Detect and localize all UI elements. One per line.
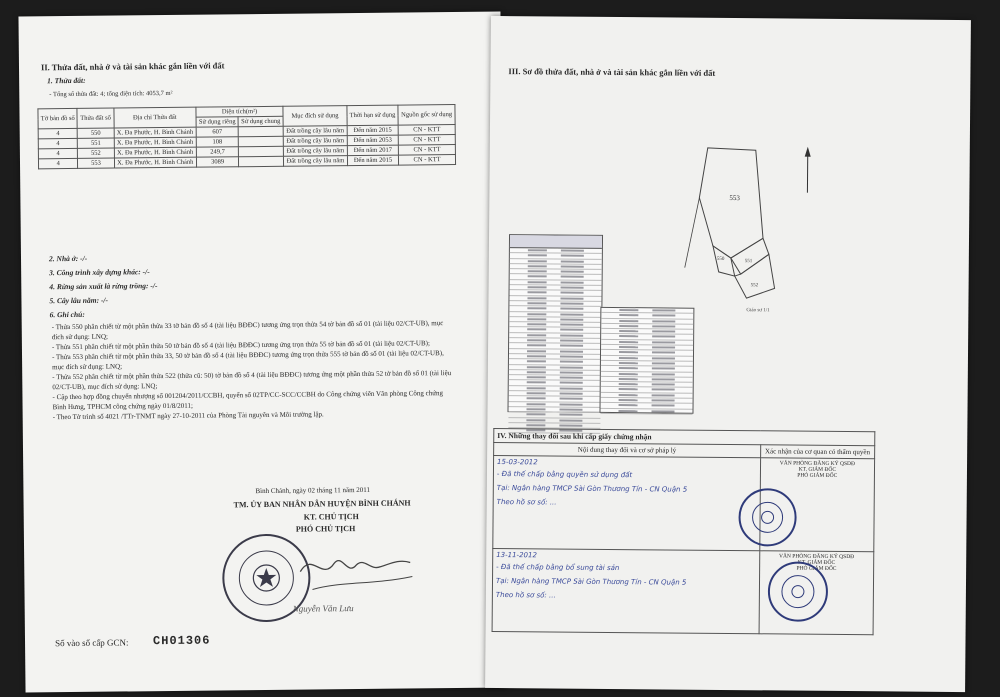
cell-shared <box>238 126 283 136</box>
cell-purpose: Đất trồng cây lâu năm <box>284 156 348 167</box>
cell-origin: CN - KTT <box>398 134 455 145</box>
house-item: 2. Nhà ở: -/- <box>48 253 88 264</box>
seal-icon <box>779 573 815 609</box>
changes-table <box>492 428 876 635</box>
cell-map: 4 <box>38 158 78 168</box>
cell-origin: CN - KTT <box>398 124 455 135</box>
col-header: Diện tích(m²) <box>196 106 283 117</box>
entry-line: Tại: Ngân hàng TMCP Sài Gòn Thương Tín - CN Quận 5 <box>495 576 687 587</box>
certificate-left-page <box>18 11 507 692</box>
cell-purpose: Đất trồng cây lâu năm <box>283 146 347 157</box>
office-title: PHÓ GIÁM ĐỐC <box>796 565 837 572</box>
entry-line: Theo hồ sơ số: ... <box>495 590 556 600</box>
cell-purpose: Đất trồng cây lâu năm <box>283 136 347 147</box>
cell-term: Đến năm 2015 <box>347 155 399 166</box>
col-header: Thời hạn sử dụng <box>347 105 399 126</box>
entry-line: - Đã thế chấp bằng quyền sử dụng đất <box>496 469 633 480</box>
land-table <box>37 104 456 169</box>
signer-name: Nguyễn Văn Lưu <box>292 603 354 614</box>
section-iii-title: III. Sơ đồ thửa đất, nhà ở và tài sản khác gắn liền với đất <box>508 66 716 78</box>
cell-term: Đến năm 2053 <box>347 135 399 146</box>
note-item: - Thửa 553 phân chiết từ một phần thửa 33, 50 tờ bản đồ số 4 (tài liệu BĐĐC) tương ứng trọn thửa 555 tờ bản đồ số 01 (tài liệu 02/CT-UB), mục đích sử dụng: LNQ; <box>52 349 444 372</box>
entry-date: 13-11-2012 <box>496 550 537 560</box>
cell-parcel: 553 <box>78 158 114 168</box>
signature-scribble <box>292 540 423 601</box>
note-item: - Thửa 551 phân chiết từ một phần thửa 50 tờ bản đồ số 4 (tài liệu BĐĐC) tương ứng trọn thửa 55 tờ bản đồ số 01 (tài liệu 02/CT-UB); <box>51 339 430 352</box>
coordinate-table-1 <box>507 234 603 413</box>
cell-area: 607 <box>196 127 238 137</box>
entry-line: Tại: Ngân hàng TMCP Sài Gòn Thương Tín - CN Quận 5 <box>496 483 688 494</box>
construction-item: 3. Công trình xây dựng khác: -/- <box>49 267 150 278</box>
col-header: Nội dung thay đổi và cơ sở pháp lý <box>494 442 761 457</box>
cell-address: X. Đa Phước, H. Bình Chánh <box>114 147 196 158</box>
cell-area: 249,7 <box>196 147 238 157</box>
cell-origin: CN - KTT <box>399 154 456 165</box>
note-item: - Theo Tờ trình số 4021 /TTr-TNMT ngày 27-10-2011 của Phòng Tài nguyên và Môi trường lập. <box>52 410 324 422</box>
cell-map: 4 <box>38 148 78 158</box>
changes-title: IV. Những thay đổi sau khi cấp giấy chứng nhận <box>494 428 875 445</box>
entry-line: Theo hồ sơ số: ... <box>496 497 557 507</box>
entry-date: 15-03-2012 <box>497 457 538 467</box>
cell-parcel: 551 <box>78 138 114 148</box>
notes-title: 6. Ghi chú: <box>49 309 85 320</box>
gcn-number: CH01306 <box>152 633 211 649</box>
plot-label: 551 <box>744 259 753 265</box>
office-role: KT. GIÁM ĐỐC <box>797 559 836 566</box>
note-item: - Thửa 552 phân chiết từ một phần thửa 522 (thửa cũ: 50) tờ bản đồ số 4 (tài liệu BĐĐC) tương ứng một phần thửa 52 tờ bản đồ số 01 (tài liệu 02/CT-UB), mục đích sử dụng: LNQ; <box>52 369 452 392</box>
cell-shared <box>239 156 284 166</box>
land-total: - Tổng số thửa đất: 4; tổng diện tích: 4053,7 m² <box>49 89 173 99</box>
seal-icon <box>750 500 784 534</box>
note-item: - Thửa 550 phân chiết từ một phần thửa 33 tờ bản đồ số 4 (tài liệu BĐĐC) tương ứng trọn thửa 54 tờ bản đồ số 01 (tài liệu 02/CT-UB), mục đích sử dụng: LNQ; <box>51 319 444 342</box>
notes-block <box>52 318 458 422</box>
col-header: Địa chỉ Thửa đất <box>113 107 196 128</box>
col-header: Thửa đất số <box>77 108 113 128</box>
cell-parcel: 550 <box>78 128 114 138</box>
plot-label: 550 <box>716 256 725 262</box>
section-ii-title: II. Thửa đất, nhà ở và tài sản khác gắn liền với đất <box>40 60 225 73</box>
gcn-label: Số vào sổ cấp GCN: <box>54 637 129 649</box>
plot-label: 552 <box>750 283 759 289</box>
cell-shared <box>239 146 284 156</box>
plot-label: 553 <box>729 194 740 203</box>
signer-title: PHÓ CHỦ TỊCH <box>295 524 356 534</box>
change-entry <box>493 455 875 551</box>
certificate-right-page <box>485 16 971 692</box>
office-label: VĂN PHÒNG ĐĂNG KÝ QSDĐ <box>779 460 855 468</box>
compass-north-icon <box>799 147 815 197</box>
change-entry <box>492 548 874 634</box>
office-label: VĂN PHÒNG ĐĂNG KÝ QSDĐ <box>778 553 855 561</box>
col-header: Xác nhận của cơ quan có thẩm quyền <box>760 445 874 459</box>
registration-stamp <box>738 488 797 547</box>
office-title: PHÓ GIÁM ĐỐC <box>797 472 838 479</box>
land-subtitle: 1. Thửa đất: <box>47 75 86 86</box>
cell-map: 4 <box>38 128 78 138</box>
cell-area: 3089 <box>196 157 238 167</box>
cell-map: 4 <box>38 138 78 148</box>
note-item: - Cập theo hợp đồng chuyển nhượng số 001204/2011/CCBH, quyển số 02TP/CC-SCC/CCBH do Công chứng viên Văn phòng Công chứng Bình Hưng, TPHCM công chứng ngày 01/8/2011; <box>52 389 444 412</box>
signer-role: KT. CHỦ TỊCH <box>303 512 359 522</box>
forest-item: 4. Rừng sản xuất là rừng trồng: -/- <box>49 281 158 292</box>
tree-item: 5. Cây lâu năm: -/- <box>49 295 109 306</box>
entry-line: - Đã thế chấp bằng bổ sung tài sản <box>496 562 620 573</box>
cell-area: 108 <box>196 137 238 147</box>
cell-parcel: 552 <box>78 148 114 158</box>
cell-term: Đến năm 2015 <box>347 125 399 136</box>
col-header: Mục đích sử dụng <box>283 106 347 127</box>
parcel-diagram <box>676 138 807 309</box>
registration-stamp <box>767 561 828 622</box>
col-header: Nguồn gốc sử dụng <box>398 104 455 125</box>
cell-term: Đến năm 2017 <box>347 145 399 156</box>
cell-address: X. Đa Phước, H. Bình Chánh <box>114 157 196 168</box>
cell-shared <box>238 136 283 146</box>
scale-label: Giáo sư 1/1 <box>746 308 770 314</box>
col-subheader: Sử dụng chung <box>238 116 283 126</box>
signing-date: Bình Chánh, ngày 02 tháng 11 năm 2011 <box>255 485 371 496</box>
col-subheader: Sử dụng riêng <box>196 117 238 127</box>
cell-address: X. Đa Phước, H. Bình Chánh <box>114 127 196 138</box>
signer-org: TM. ỦY BAN NHÂN DÂN HUYỆN BÌNH CHÁNH <box>233 498 411 510</box>
emblem-icon <box>236 548 297 609</box>
cell-origin: CN - KTT <box>399 144 456 155</box>
office-role: KT. GIÁM ĐỐC <box>798 466 837 473</box>
col-header: Tờ bản đồ số <box>38 108 78 128</box>
cell-address: X. Đa Phước, H. Bình Chánh <box>114 137 196 148</box>
cell-purpose: Đất trồng cây lâu năm <box>283 126 347 137</box>
coordinate-table-2 <box>599 307 694 414</box>
